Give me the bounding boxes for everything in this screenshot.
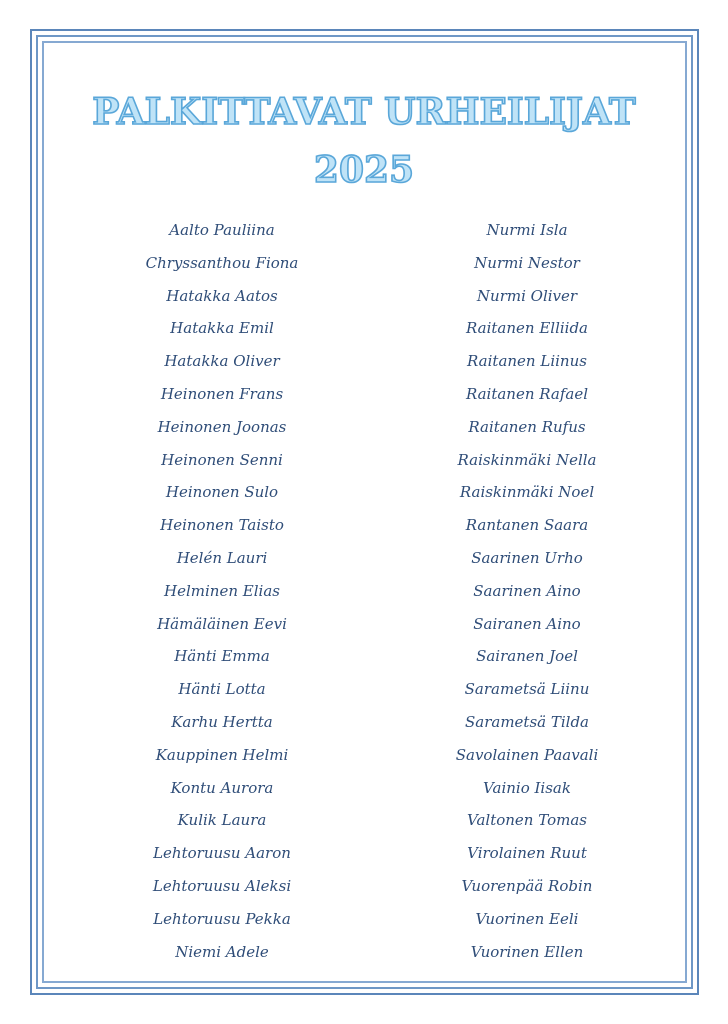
name-entry: Raitanen Rafael <box>465 384 589 403</box>
name-entry: Helminen Elias <box>164 581 280 600</box>
name-entry: Nurmi Oliver <box>476 286 578 305</box>
name-entry: Sarametsä Tilda <box>464 712 589 731</box>
name-entry: Heinonen Taisto <box>160 516 284 535</box>
name-entry: Lehtoruusu Aleksi <box>152 876 292 895</box>
name-entry: Vuorinen Ellen <box>470 942 584 961</box>
name-entry: Heinonen Sulo <box>165 483 279 502</box>
document-title: PALKITTAVAT URHEILIJAT <box>92 91 636 133</box>
name-entry: Aalto Pauliina <box>169 221 275 239</box>
name-entry: Raitanen Elliida <box>466 319 588 338</box>
name-entry: Saarinen Aino <box>473 581 581 600</box>
name-entry: Hänti Emma <box>174 647 270 666</box>
name-entry: Raitanen Rufus <box>468 417 586 436</box>
name-entry: Hämäläinen Eevi <box>157 614 287 633</box>
name-entry: Heinonen Joonas <box>157 417 287 436</box>
name-entry: Raitanen Liinus <box>467 352 587 371</box>
name-entry: Heinonen Frans <box>160 384 284 403</box>
name-entry: Helén Lauri <box>176 548 268 567</box>
name-entry: Sairanen Aino <box>473 614 581 633</box>
name-entry: Lehtoruusu Aaron <box>153 844 291 863</box>
name-entry: Hänti Lotta <box>178 680 266 699</box>
name-entry: Lehtoruusu Pekka <box>153 909 291 928</box>
name-entry: Heinonen Senni <box>161 450 283 469</box>
name-entry: Raiskinmäki Nella <box>457 450 597 469</box>
name-entry: Karhu Hertta <box>171 712 273 731</box>
name-entry: Kulik Laura <box>177 811 267 830</box>
names-right-column <box>377 214 677 968</box>
name-entry: Raiskinmäki Noel <box>459 483 595 502</box>
name-entry: Vuorinen Eeli <box>475 909 579 928</box>
name-entry: Vainio Iisak <box>483 778 571 797</box>
name-entry: Sairanen Joel <box>476 647 578 666</box>
name-entry: Sarametsä Liinu <box>464 680 590 699</box>
name-entry: Valtonen Tomas <box>467 811 587 830</box>
name-entry: Hatakka Oliver <box>164 352 280 371</box>
name-entry: Chryssanthou Fiona <box>145 253 299 272</box>
name-entry: Vuorenpää Robin <box>461 876 593 895</box>
document-year: 2025 <box>313 149 415 191</box>
name-entry: Savolainen Paavali <box>455 745 599 764</box>
name-entry: Rantanen Saara <box>465 516 589 535</box>
name-entry: Hatakka Aatos <box>166 286 278 305</box>
names-left-column <box>72 214 372 968</box>
name-entry: Saarinen Urho <box>471 548 583 567</box>
name-entry: Niemi Adele <box>175 942 269 961</box>
name-entry: Nurmi Isla <box>486 221 568 239</box>
name-entry: Virolainen Ruut <box>467 844 587 863</box>
name-entry: Kontu Aurora <box>170 778 274 797</box>
name-entry: Nurmi Nestor <box>474 253 580 272</box>
name-entry: Hatakka Emil <box>170 319 274 338</box>
name-entry: Kauppinen Helmi <box>155 745 289 764</box>
